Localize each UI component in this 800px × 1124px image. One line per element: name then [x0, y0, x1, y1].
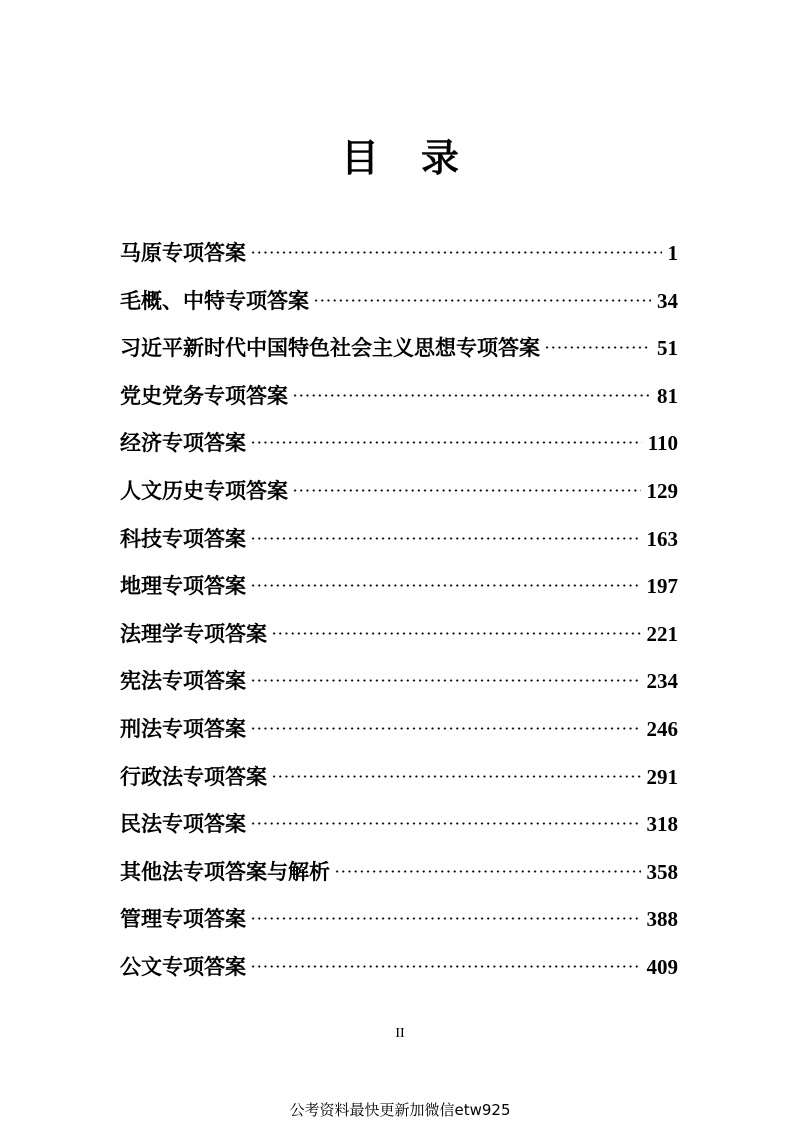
toc-dot-leader: [292, 394, 651, 397]
page-title-char-2: 录: [421, 136, 460, 180]
toc-dot-leader: [250, 917, 641, 920]
toc-dot-leader: [250, 727, 641, 730]
toc-dot-leader: [271, 632, 641, 635]
toc-entry-label: 党史党务专项答案: [120, 383, 288, 408]
toc-entry-page: 291: [646, 764, 678, 789]
toc-entry-label: 其他法专项答案与解析: [120, 859, 330, 884]
toc-entry-page: 318: [646, 812, 678, 837]
toc-entry-label: 刑法专项答案: [120, 716, 246, 741]
toc-entry-label: 毛概、中特专项答案: [120, 288, 309, 313]
toc-entry[interactable]: [120, 944, 678, 992]
toc-entry-label: 公文专项答案: [120, 954, 246, 979]
toc-entry-page: 234: [646, 669, 678, 694]
toc-dot-leader: [250, 584, 641, 587]
toc-entry-label: 地理专项答案: [120, 574, 246, 599]
toc-entry-label: 行政法专项答案: [120, 764, 267, 789]
toc-entry[interactable]: [120, 563, 678, 611]
toc-entry-label: 民法专项答案: [120, 812, 246, 837]
toc-dot-leader: [271, 775, 641, 778]
toc-entry-page: 246: [646, 716, 678, 741]
toc-entry-page: 81: [657, 383, 678, 408]
toc-entry-page: 110: [647, 431, 678, 456]
toc-entry-page: 388: [646, 907, 678, 932]
toc-entry[interactable]: [120, 516, 678, 564]
toc-entry-label: 管理专项答案: [120, 907, 246, 932]
toc-entry-page: 163: [646, 526, 678, 551]
toc-entry[interactable]: [120, 373, 678, 421]
toc-entry[interactable]: [120, 896, 678, 944]
toc-dot-leader: [250, 965, 641, 968]
toc-dot-leader: [250, 537, 641, 540]
toc-dot-leader: [250, 679, 641, 682]
page-title-char-1: 目: [340, 136, 379, 180]
toc-entry-page: 358: [646, 859, 678, 884]
toc-entry-label: 科技专项答案: [120, 526, 246, 551]
toc-entry-label: 经济专项答案: [120, 431, 246, 456]
toc-dot-leader: [250, 251, 662, 254]
toc-entry[interactable]: [120, 849, 678, 897]
page-title: [0, 133, 800, 183]
toc-entry[interactable]: [120, 230, 678, 278]
toc-entry-label: 宪法专项答案: [120, 669, 246, 694]
watermark-text: 公考资料最快更新加微信etw925: [289, 1101, 511, 1119]
toc-entry-page: 34: [657, 288, 678, 313]
toc-entry[interactable]: [120, 278, 678, 326]
toc-entry[interactable]: [120, 801, 678, 849]
footer-page-number: II: [395, 1026, 405, 1041]
toc-entry-label: 马原专项答案: [120, 241, 246, 265]
toc-list: [120, 230, 678, 992]
toc-dot-leader: [313, 299, 651, 302]
toc-dot-leader: [544, 346, 651, 349]
toc-dot-leader: [292, 489, 641, 492]
toc-dot-leader: [250, 822, 641, 825]
toc-dot-leader: [334, 870, 641, 873]
toc-entry[interactable]: [120, 706, 678, 754]
toc-entry-page: 1: [667, 241, 678, 265]
toc-entry[interactable]: [120, 754, 678, 802]
toc-entry[interactable]: [120, 325, 678, 373]
toc-entry-label: 习近平新时代中国特色社会主义思想专项答案: [120, 336, 540, 361]
toc-entry[interactable]: [120, 468, 678, 516]
toc-entry-page: 221: [646, 621, 678, 646]
toc-dot-leader: [250, 441, 642, 444]
toc-entry-label: 人文历史专项答案: [120, 478, 288, 503]
toc-entry-page: 409: [646, 954, 678, 979]
toc-entry[interactable]: [120, 420, 678, 468]
toc-entry[interactable]: [120, 658, 678, 706]
toc-entry-page: 197: [646, 574, 678, 599]
toc-entry-page: 51: [657, 336, 678, 361]
toc-entry-page: 129: [646, 478, 678, 503]
toc-entry[interactable]: [120, 611, 678, 659]
toc-entry-label: 法理学专项答案: [120, 621, 267, 646]
